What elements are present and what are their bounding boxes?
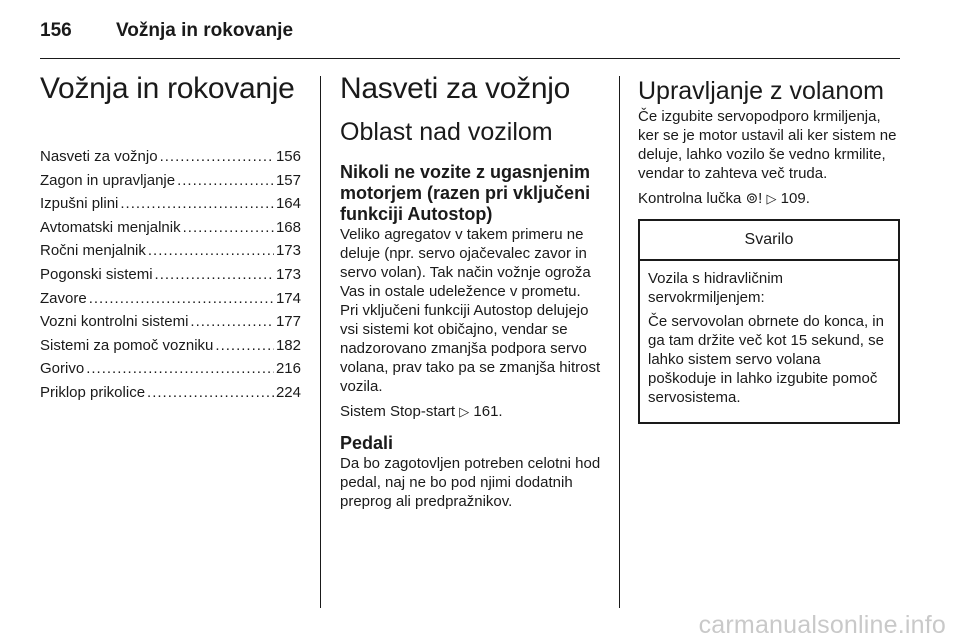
warning-text-1: Vozila s hidravličnim servokrmiljenjem: — [648, 270, 784, 306]
toc-entry-page: 216 — [275, 360, 301, 378]
toc-leader-dots — [89, 290, 274, 307]
page-reference-arrow-icon: ▷ — [766, 191, 777, 206]
page-reference-arrow-icon: ▷ — [459, 404, 470, 419]
driving-tips-column — [340, 70, 602, 511]
pedals-paragraph: Da bo zagotovljen potreben celotni hod pedal, naj ne bo pod njimi dodatnih preprog ali predpražnikov. — [340, 455, 601, 510]
toc-entry-label: Izpušni plini — [40, 195, 119, 213]
toc-column — [40, 70, 301, 408]
warning-box — [638, 219, 900, 424]
subsection-heading: Oblast nad vozilom — [340, 118, 553, 146]
toc-entry-page: 156 — [275, 148, 301, 165]
steering-column — [638, 70, 900, 424]
toc-entry[interactable] — [40, 242, 301, 266]
toc-entry[interactable] — [40, 266, 301, 290]
engine-off-paragraph: Veliko agregatov v takem primeru ne deluje (npr. servo ojačevalec zavor in servo volan). Tak način vožnje ogroža Vas in ostale udeležence v prometu. Pri vključeni funkciji Autostop delujejo vsi sistemi kot običajno, vendar se nadzorovano zmanjša podpora servo volana, prav tako pa se zmanjša hitrost vozila. — [340, 226, 601, 395]
toc-leader-dots — [183, 219, 274, 236]
toc-leader-dots — [120, 195, 274, 212]
toc-entry[interactable] — [40, 313, 301, 337]
toc-entry-page: 224 — [275, 383, 301, 401]
watermark: carmanualsonline.info — [698, 611, 946, 639]
warning-title: Svarilo — [640, 221, 898, 261]
engine-off-heading: Nikoli ne vozite z ugasnjenim motorjem (razen pri vključeni funkciji Autostop) — [340, 162, 591, 224]
column-divider-left — [320, 76, 321, 608]
toc-entry[interactable] — [40, 290, 301, 314]
steering-paragraph: Če izgubite servopodporo krmiljenja, ker se je motor ustavil ali ker sistem ne deluje, lahko vozilo še vedno krmilite, vendar to zahteva več truda. — [638, 108, 897, 182]
toc-entry[interactable] — [40, 337, 301, 361]
toc-entry-label: Sistemi za pomoč vozniku — [40, 336, 214, 354]
toc-entry[interactable] — [40, 219, 301, 243]
steering-heading: Upravljanje z volanom — [638, 77, 884, 105]
steering-warning-light-icon: ⊚! — [745, 190, 763, 207]
page-number: 156 — [40, 20, 72, 41]
toc-leader-dots — [155, 266, 274, 283]
stop-start-reference: Sistem Stop-start ▷ 161. — [340, 403, 503, 420]
toc-entry-label: Priklop prikolice — [40, 383, 146, 401]
toc-entry-label: Gorivo — [40, 360, 85, 378]
toc-entry[interactable] — [40, 384, 301, 408]
toc-entry-label: Avtomatski menjalnik — [40, 218, 181, 236]
toc-entry[interactable] — [40, 195, 301, 219]
toc-entry-label: Zavore — [40, 289, 87, 307]
toc-entry[interactable] — [40, 360, 301, 384]
warning-text-2: Če servovolan obrnete do konca, in ga tam držite več kot 15 sekund, se lahko sistem servo volana poškoduje in lahko izgubite pomoč servosistema. — [648, 313, 884, 406]
toc-entry[interactable] — [40, 148, 301, 172]
toc-leader-dots — [86, 360, 274, 377]
toc-entry-page: 173 — [275, 242, 301, 260]
toc-entry-page: 168 — [275, 218, 301, 236]
table-of-contents — [40, 148, 301, 408]
toc-entry-label: Pogonski sistemi — [40, 265, 153, 283]
toc-entry-page: 174 — [275, 289, 301, 307]
section-title: Vožnja in rokovanje — [116, 20, 294, 41]
toc-leader-dots — [190, 313, 274, 330]
warning-light-reference: Kontrolna lučka ⊚! ▷ 109. — [638, 190, 810, 207]
toc-entry-label: Vozni kontrolni sistemi — [40, 313, 189, 331]
header-rule — [40, 58, 900, 59]
toc-entry-page: 164 — [275, 195, 301, 213]
toc-entry-label: Ročni menjalnik — [40, 242, 146, 260]
toc-entry-label: Zagon in upravljanje — [40, 171, 176, 189]
toc-entry-page: 173 — [275, 265, 301, 283]
toc-leader-dots — [215, 337, 274, 354]
toc-entry-label: Nasveti za vožnjo — [40, 148, 158, 165]
pedals-heading: Pedali — [340, 433, 394, 453]
toc-entry-page: 182 — [275, 336, 301, 354]
toc-leader-dots — [177, 172, 274, 189]
page-header — [40, 20, 293, 42]
toc-leader-dots — [147, 384, 274, 401]
warning-body — [640, 261, 898, 422]
toc-entry-page: 157 — [275, 171, 301, 189]
column-divider-right — [619, 76, 620, 608]
chapter-title: Vožnja in rokovanje — [40, 72, 295, 105]
section-heading: Nasveti za vožnjo — [340, 72, 571, 105]
toc-entry[interactable] — [40, 172, 301, 196]
toc-entry-page: 177 — [275, 313, 301, 331]
toc-leader-dots — [160, 148, 274, 165]
toc-leader-dots — [148, 242, 274, 259]
